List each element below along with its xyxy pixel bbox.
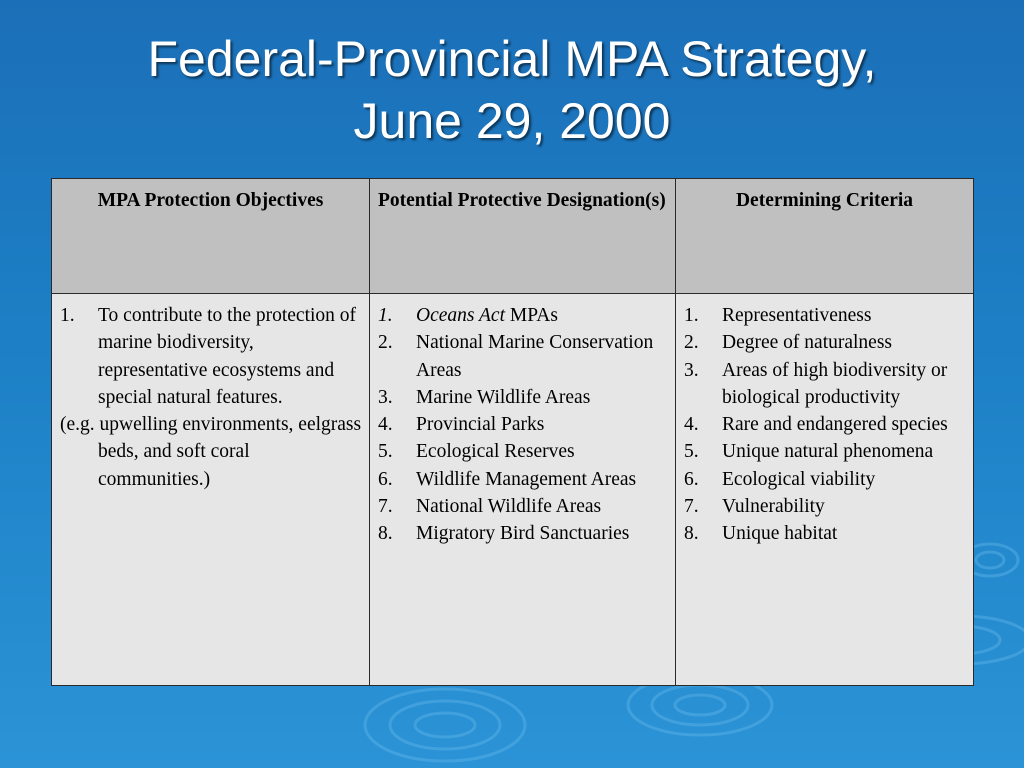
list-item: 3. Marine Wildlife Areas [378,386,591,408]
slide-title-line-2: June 29, 2000 [353,93,671,149]
header-designations-text: Potential Protective Designation(s) [378,190,666,211]
slide-title-line-1: Federal-Provincial MPA Strategy, [147,31,877,87]
objectives-list [60,302,363,411]
designations-cell [370,294,676,686]
list-item: 2. National Marine Conservation Areas [378,332,654,381]
list-item: 3. Areas of high biodiversity or biological productivity [684,359,948,408]
list-item: 5. Unique natural phenomena [684,441,934,463]
list-item: 5. Ecological Reserves [378,441,575,463]
mpa-strategy-table [51,178,974,686]
slide-title [0,28,1024,152]
designations-list [378,302,669,548]
header-designations [370,179,676,294]
objectives-examples-note: (e.g. upwelling environments, eelgrass beds, and soft coral communities.) [60,414,362,490]
table-header-row [52,179,974,294]
list-item: 2. Degree of naturalness [684,332,893,354]
objectives-cell [52,294,370,686]
list-item: 7. Vulnerability [684,496,825,518]
criteria-cell [676,294,974,686]
list-item: 4. Rare and endangered species [684,414,948,436]
list-item: 1. To contribute to the protection of marine biodiversity, representative ecosystems and special natural features. [60,305,357,408]
list-item: 6. Wildlife Management Areas [378,468,637,490]
list-item: 4. Provincial Parks [378,414,545,436]
list-item: 8. Unique habitat [684,523,838,545]
list-item: 6. Ecological viability [684,468,876,490]
list-item: 7. National Wildlife Areas [378,496,602,518]
table-body-row [52,294,974,686]
header-objectives: MPA Protection Objectives [52,179,370,294]
list-item: 1. Oceans Act MPAs [378,305,558,326]
header-criteria: Determining Criteria [676,179,974,294]
list-item: 8. Migratory Bird Sanctuaries [378,523,630,545]
list-item: 1. Representativeness [684,305,872,326]
criteria-list [684,302,967,548]
